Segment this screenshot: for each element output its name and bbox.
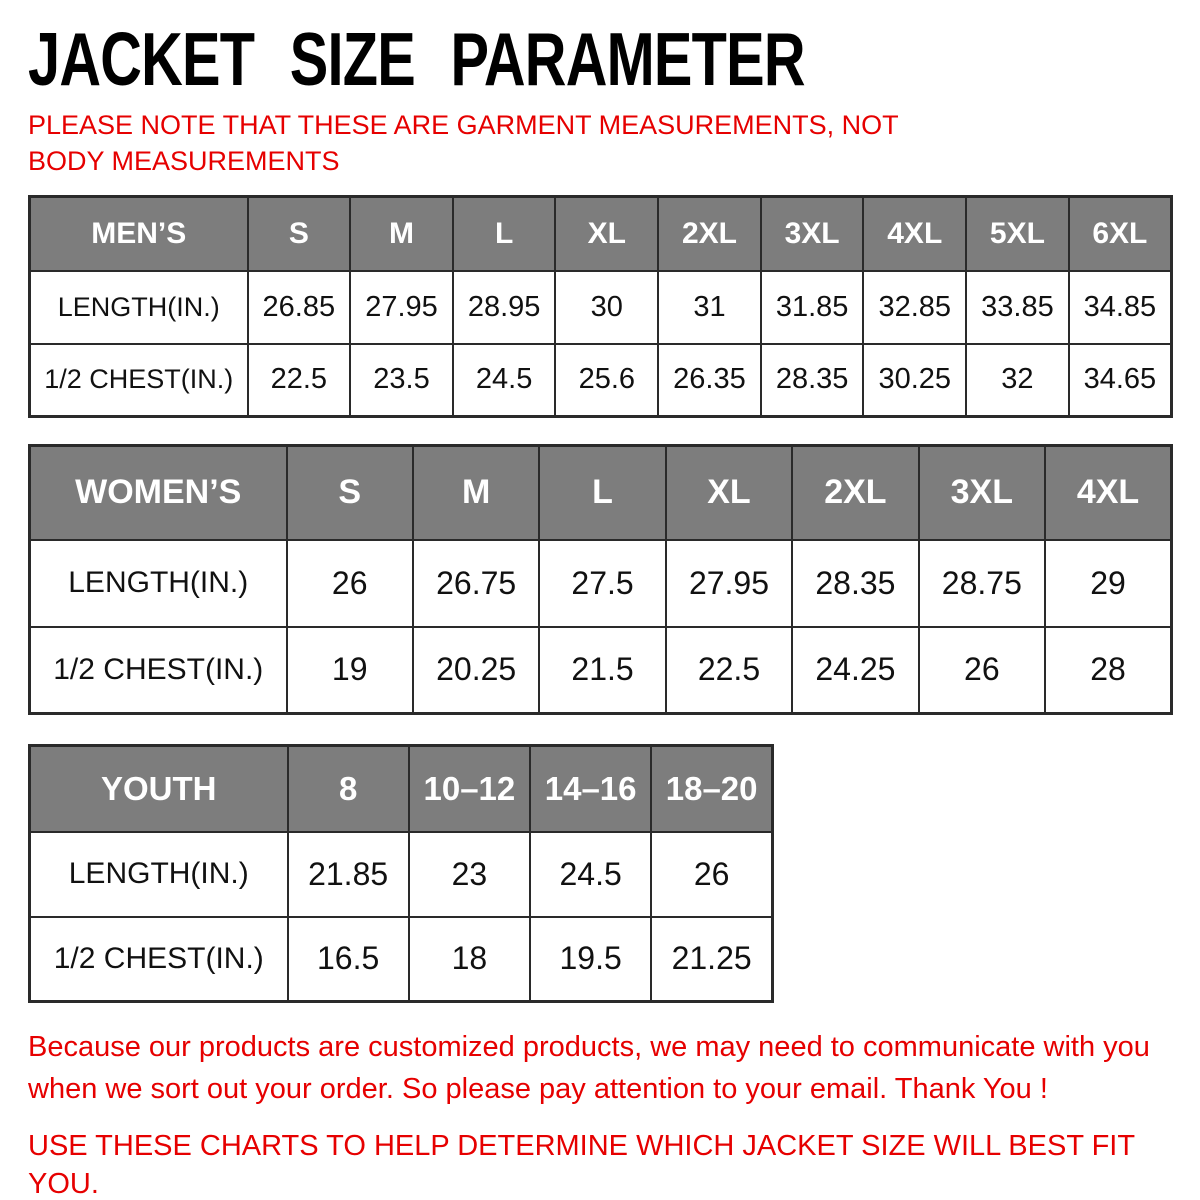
chart-usage-note: USE THESE CHARTS TO HELP DETERMINE WHICH JACKET SIZE WILL BEST FIT YOU. xyxy=(28,1130,1135,1200)
size-column-header: 2XL xyxy=(792,446,918,540)
page-title: JACKET SIZE PARAMETER xyxy=(28,16,805,102)
size-column-header: 5XL xyxy=(966,197,1069,271)
mens-size-table xyxy=(28,195,1173,418)
size-column-header: 4XL xyxy=(863,197,966,271)
table-header-row xyxy=(30,446,1172,540)
size-column-header: 3XL xyxy=(761,197,864,271)
table-header-row xyxy=(30,746,773,832)
table-cell: 33.85 xyxy=(966,271,1069,344)
table-cell: 28.35 xyxy=(792,540,918,627)
row-label-chest: 1/2 CHEST(IN.) xyxy=(30,917,288,1002)
table-cell: 26 xyxy=(651,832,772,917)
size-column-header: 6XL xyxy=(1069,197,1172,271)
table-cell: 23.5 xyxy=(350,344,453,417)
table-cell: 23 xyxy=(409,832,530,917)
womens-table-title-cell: WOMEN’S xyxy=(30,446,287,540)
table-cell: 28.35 xyxy=(761,344,864,417)
table-cell: 21.25 xyxy=(651,917,772,1002)
table-header-row xyxy=(30,197,1172,271)
table-cell: 16.5 xyxy=(288,917,409,1002)
table-cell: 27.95 xyxy=(350,271,453,344)
size-column-header: 14–16 xyxy=(530,746,651,832)
size-column-header: 4XL xyxy=(1045,446,1171,540)
table-row xyxy=(30,271,1172,344)
size-column-header: 8 xyxy=(288,746,409,832)
table-cell: 27.5 xyxy=(539,540,665,627)
size-column-header: 10–12 xyxy=(409,746,530,832)
size-column-header: 18–20 xyxy=(651,746,772,832)
table-cell: 26.85 xyxy=(248,271,351,344)
womens-size-table xyxy=(28,444,1173,715)
table-cell: 30.25 xyxy=(863,344,966,417)
table-cell: 29 xyxy=(1045,540,1171,627)
table-cell: 26 xyxy=(919,627,1045,714)
table-cell: 32 xyxy=(966,344,1069,417)
table-cell: 28 xyxy=(1045,627,1171,714)
size-column-header: 3XL xyxy=(919,446,1045,540)
size-column-header: L xyxy=(539,446,665,540)
table-cell: 34.65 xyxy=(1069,344,1172,417)
table-cell: 20.25 xyxy=(413,627,539,714)
table-row xyxy=(30,627,1172,714)
row-label-length: LENGTH(IN.) xyxy=(30,271,248,344)
table-cell: 24.5 xyxy=(530,832,651,917)
table-cell: 27.95 xyxy=(666,540,792,627)
mens-table-title-cell: MEN’S xyxy=(30,197,248,271)
table-row xyxy=(30,344,1172,417)
table-row xyxy=(30,917,773,1002)
table-cell: 22.5 xyxy=(248,344,351,417)
size-column-header: S xyxy=(287,446,413,540)
table-cell: 34.85 xyxy=(1069,271,1172,344)
garment-measurement-note: PLEASE NOTE THAT THESE ARE GARMENT MEASUREMENTS, NOT BODY MEASUREMENTS xyxy=(28,110,899,176)
table-cell: 32.85 xyxy=(863,271,966,344)
table-cell: 28.95 xyxy=(453,271,556,344)
size-column-header: XL xyxy=(666,446,792,540)
table-row xyxy=(30,540,1172,627)
table-cell: 18 xyxy=(409,917,530,1002)
size-column-header: XL xyxy=(555,197,658,271)
youth-table-title-cell: YOUTH xyxy=(30,746,288,832)
size-column-header: M xyxy=(413,446,539,540)
table-cell: 22.5 xyxy=(666,627,792,714)
table-cell: 31.85 xyxy=(761,271,864,344)
size-column-header: M xyxy=(350,197,453,271)
row-label-length: LENGTH(IN.) xyxy=(30,540,287,627)
table-cell: 30 xyxy=(555,271,658,344)
size-column-header: L xyxy=(453,197,556,271)
youth-size-table xyxy=(28,744,774,1003)
table-cell: 31 xyxy=(658,271,761,344)
size-column-header: 2XL xyxy=(658,197,761,271)
table-row xyxy=(30,832,773,917)
table-cell: 26.75 xyxy=(413,540,539,627)
row-label-length: LENGTH(IN.) xyxy=(30,832,288,917)
table-cell: 21.85 xyxy=(288,832,409,917)
table-cell: 19 xyxy=(287,627,413,714)
table-cell: 21.5 xyxy=(539,627,665,714)
table-cell: 26.35 xyxy=(658,344,761,417)
table-cell: 24.25 xyxy=(792,627,918,714)
customization-notice: Because our products are customized products, we may need to communicate with you when we sort out your order. So please pay attention to your email. Thank You ! xyxy=(28,1031,1150,1106)
size-column-header: S xyxy=(248,197,351,271)
table-cell: 19.5 xyxy=(530,917,651,1002)
row-label-chest: 1/2 CHEST(IN.) xyxy=(30,344,248,417)
table-cell: 26 xyxy=(287,540,413,627)
table-cell: 28.75 xyxy=(919,540,1045,627)
row-label-chest: 1/2 CHEST(IN.) xyxy=(30,627,287,714)
table-cell: 25.6 xyxy=(555,344,658,417)
table-cell: 24.5 xyxy=(453,344,556,417)
